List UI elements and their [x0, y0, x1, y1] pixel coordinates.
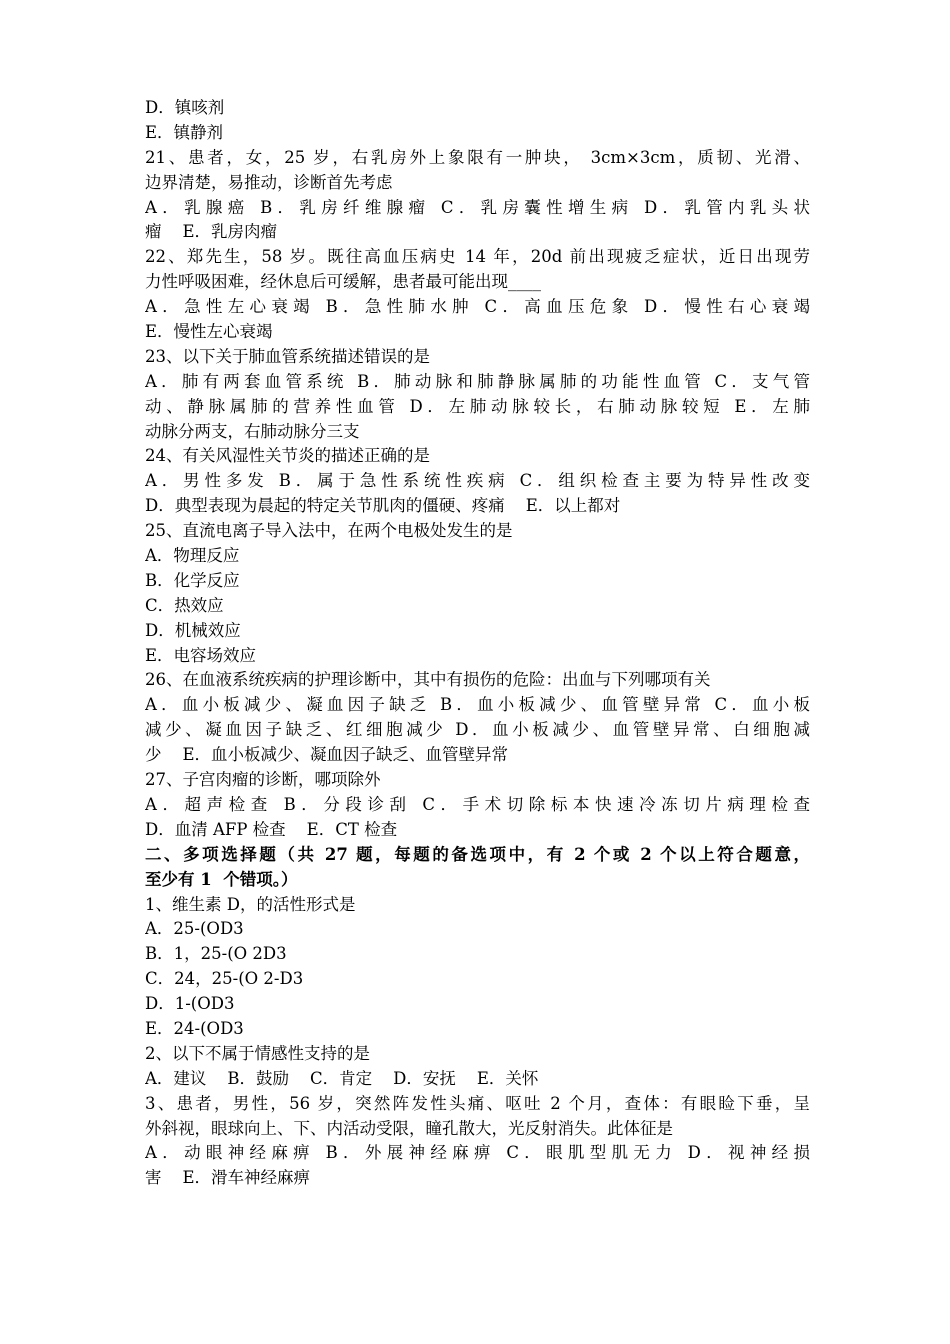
- question-26-options: 减少、凝血因子缺乏、红细胞减少 D．血小板减少、血管壁异常、白细胞减: [145, 720, 810, 740]
- question-21-line: 21、患者，女，25 岁，右乳房外上象限有一肿块， 3cm×3cm，质韧、光滑、: [145, 147, 810, 167]
- question-2-options: A．建议 B．鼓励 C．肯定 D．安抚 E．关怀: [145, 1068, 539, 1088]
- question-26-line: 26、在血液系统疾病的护理诊断中，其中有损伤的危险：出血与下列哪项有关: [145, 670, 711, 690]
- question-3-line: 外斜视，眼球向上、下、内活动受限，瞳孔散大，光反射消失。此体征是: [145, 1118, 673, 1138]
- question-23-options: 动脉分两支，右肺动脉分三支: [145, 421, 360, 441]
- question-3-line: 3、患者，男性，56 岁，突然阵发性头痛、呕吐 2 个月，查体：有眼睑下垂，呈: [145, 1093, 810, 1113]
- question-26-options: A．血小板减少、凝血因子缺乏 B．血小板减少、血管壁异常 C．血小板: [145, 695, 810, 715]
- option-line: D．镇咳剂: [145, 98, 225, 117]
- question-24-options: A．男性多发 B．属于急性系统性疾病 C．组织检查主要为特异性改变: [145, 471, 810, 491]
- question-25-option: D．机械效应: [145, 620, 241, 640]
- question-1-option: C．24，25-(O 2-D3: [145, 969, 304, 989]
- question-23-options: 动、静脉属肺的营养性血管 D．左肺动脉较长，右肺动脉较短 E．左肺: [145, 396, 810, 416]
- question-27-options: A．超声检查 B．分段诊刮 C．手术切除标本快速冷冻切片病理检查: [145, 794, 810, 814]
- question-22-options: E．慢性左心衰竭: [145, 322, 273, 342]
- question-22-line: 力性呼吸困难，经休息后可缓解，患者最可能出现____: [145, 272, 541, 292]
- question-21-options: 瘤 E．乳房肉瘤: [145, 222, 278, 242]
- document-page: [145, 96, 810, 1191]
- section-heading: 至少有 1 个错项。）: [145, 869, 298, 889]
- question-1-line: 1、维生素 D，的活性形式是: [145, 894, 356, 914]
- question-25-option: E．电容场效应: [145, 645, 257, 665]
- question-3-options: 害 E．滑车神经麻痹: [145, 1168, 311, 1188]
- question-23-line: 23、以下关于肺血管系统描述错误的是: [145, 346, 430, 366]
- question-27-line: 27、子宫肉瘤的诊断，哪项除外: [145, 770, 381, 790]
- option-line: E．镇静剂: [145, 122, 224, 142]
- question-26-options: 少 E．血小板减少、凝血因子缺乏、血管壁异常: [145, 745, 509, 765]
- question-1-option: D．1-(OD3: [145, 994, 235, 1014]
- question-25-option: A．物理反应: [145, 546, 240, 566]
- question-24-options: D．典型表现为晨起的特定关节肌肉的僵硬、疼痛 E．以上都对: [145, 496, 621, 516]
- question-3-options: A．动眼神经麻痹 B．外展神经麻痹 C．眼肌型肌无力 D．视神经损: [145, 1143, 810, 1163]
- question-25-line: 25、直流电离子导入法中，在两个电极处发生的是: [145, 521, 513, 541]
- question-25-option: C．热效应: [145, 595, 224, 615]
- question-21-line: 边界清楚，易推动，诊断首先考虑: [145, 172, 393, 192]
- question-24-line: 24、有关风湿性关节炎的描述正确的是: [145, 446, 430, 466]
- question-22-line: 22、郑先生，58 岁。既往高血压病史 14 年，20d 前出现疲乏症状，近日出现劳: [145, 247, 810, 267]
- question-2-line: 2、以下不属于情感性支持的是: [145, 1043, 370, 1063]
- question-1-option: A．25-(OD3: [145, 919, 244, 939]
- question-21-options: A．乳腺癌 B．乳房纤维腺瘤 C．乳房囊性增生病 D．乳管内乳头状: [145, 197, 810, 217]
- question-25-option: B．化学反应: [145, 570, 240, 590]
- question-1-option: E．24-(OD3: [145, 1018, 244, 1038]
- question-22-options: A．急性左心衰竭 B．急性肺水肿 C．高血压危象 D．慢性右心衰竭: [145, 297, 810, 317]
- section-heading: 二、多项选择题（共 27 题，每题的备选项中，有 2 个或 2 个以上符合题意，: [145, 844, 810, 864]
- question-27-options: D．血清 AFP 检查 E．CT 检查: [145, 819, 398, 839]
- question-1-option: B．1，25-(O 2D3: [145, 944, 287, 964]
- question-23-options: A．肺有两套血管系统 B．肺动脉和肺静脉属肺的功能性血管 C．支气管: [145, 371, 810, 391]
